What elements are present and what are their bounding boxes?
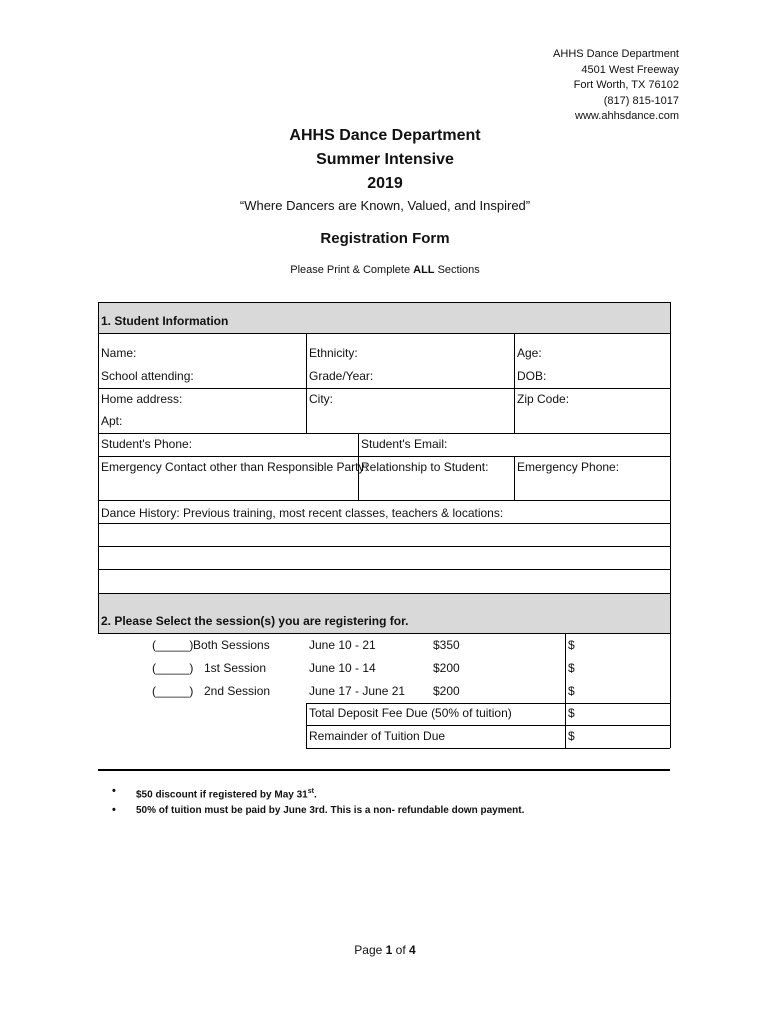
page-footer [0,943,770,957]
note-discount-text: $50 discount if registered by May 31 [136,789,308,801]
form-title: Registration Form [320,230,450,247]
deposit-amount[interactable]: $ [568,706,575,720]
session-price: $200 [433,661,460,675]
title-line2: Summer Intensive [316,151,454,168]
remainder-amount[interactable]: $ [568,729,575,743]
zip-label: Zip Code: [517,392,570,406]
page-total: 4 [409,943,416,957]
section-divider [98,769,670,771]
instructions-bold: ALL [413,264,435,276]
remainder-label: Remainder of Tuition Due [309,729,446,743]
student-email-label: Student's Email: [361,437,448,451]
session-blank[interactable]: (_____) [152,661,194,675]
student-phone-label: Student's Phone: [101,437,193,451]
address-org: AHHS Dance Department [553,48,679,60]
instructions-suffix: Sections [434,264,480,276]
note-discount [112,782,524,801]
page-word: Page [354,943,386,957]
age-label: Age: [517,346,542,360]
deposit-label: Total Deposit Fee Due (50% of tuition) [309,706,512,720]
note-discount-end: . [313,789,317,801]
session-price: $200 [433,684,460,698]
session-blank[interactable]: (_____) [152,684,194,698]
session-dates: June 17 - June 21 [309,684,406,698]
name-label: Name: [101,346,137,360]
home-address-label: Home address: [101,392,183,406]
dance-history-label: Dance History: Previous training, most recent classes, teachers & locations: [101,506,504,520]
relationship-label: Relationship to Student: [361,460,489,474]
emergency-contact-label: Emergency Contact other than Responsible Party: [101,460,368,474]
student-section-header: 1. Student Information [101,314,229,328]
session-name: Both Sessions [193,638,270,652]
ethnicity-label: Ethnicity: [309,346,358,360]
apt-label: Apt: [101,414,123,428]
grade-label: Grade/Year: [309,369,374,383]
session-dates: June 10 - 14 [309,661,376,675]
school-label: School attending: [101,369,194,383]
page-number: 1 [385,943,393,957]
session-amount[interactable]: $ [568,661,575,675]
session-name: 1st Session [204,661,267,675]
address-block [553,47,679,125]
note-discount-sup: st [307,788,314,795]
instructions [0,264,770,276]
session-name: 2nd Session [204,684,271,698]
title-line1: AHHS Dance Department [289,127,481,144]
session-price: $350 [433,638,460,652]
title-line3: 2019 [367,175,403,192]
emergency-phone-label: Emergency Phone: [517,460,620,474]
instructions-prefix: Please Print & Complete [290,264,414,276]
city-label: City: [309,392,333,406]
address-phone: (817) 815-1017 [603,94,679,107]
session-blank[interactable]: (_____) [152,638,194,652]
sessions-section-header: 2. Please Select the session(s) you are registering for. [101,614,409,628]
note-deposit: • 50% of tuition must be paid by June 3rd. This is a non- refundable down payment. [112,801,524,820]
session-dates: June 10 - 21 [309,638,376,652]
notes-list [112,782,524,820]
tagline: “Where Dancers are Known, Valued, and Inspired” [239,198,531,213]
address-city: Fort Worth, TX 76102 [573,79,679,91]
address-web[interactable]: www.ahhsdance.com [575,110,679,122]
of-word: of [392,943,410,957]
dob-label: DOB: [517,369,547,383]
address-street: 4501 West Freeway [581,63,679,76]
session-amount[interactable]: $ [568,638,575,652]
session-amount[interactable]: $ [568,684,575,698]
